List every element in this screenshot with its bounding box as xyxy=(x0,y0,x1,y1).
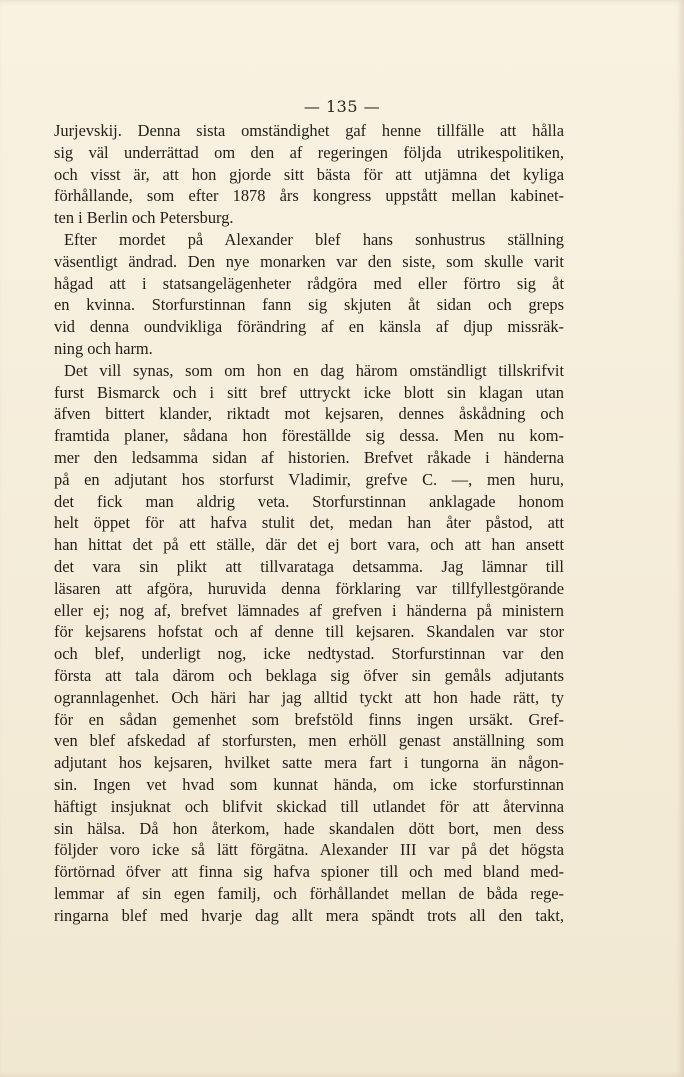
text-line: läsaren att afgöra, huruvida denna förklaring var tillfyllestgörande xyxy=(54,578,564,598)
text-line: ringarna blef med hvarje dag allt mera spändt trots all den takt, xyxy=(54,905,564,925)
text-line: Det vill synas, som om hon en dag härom omständligt tillskrifvit xyxy=(64,360,564,380)
text-line: adjutant hos kejsaren, hvilket satte mera fart i tungorna än någon- xyxy=(54,753,564,773)
text-line: vid denna oundvikliga förändring af en känsla af djup missräk- xyxy=(54,317,564,337)
text-line: häftigt insjuknat och blifvit skickad till utlandet för att återvinna xyxy=(54,796,564,816)
text-line: förhållande, som efter 1878 års kongress uppstått mellan kabinet- xyxy=(54,186,564,206)
text-line: det fick man aldrig veta. Storfurstinnan anklagade honom xyxy=(54,491,564,511)
text-line: ven blef afskedad af storfursten, men erhöll genast anställning som xyxy=(54,731,564,751)
text-line: på en adjutant hos storfurst Vladimir, grefve C. —, men huru, xyxy=(54,469,564,489)
text-line: ogrannlagenhet. Och häri har jag alltid tyckt att hon hade rätt, ty xyxy=(54,687,564,707)
text-line: furst Bismarck och i sitt bref uttryckt icke blott sin klagan utan xyxy=(54,382,564,402)
text-line: äfven bittert klander, riktadt mot kejsaren, dennes åskådning och xyxy=(54,404,564,424)
text-line: Jurjevskij. Denna sista omständighet gaf henne tillfälle att hålla xyxy=(54,121,564,140)
text-line: en kvinna. Storfurstinnan fann sig skjuten åt sidan och greps xyxy=(54,295,564,315)
text-line: och blef, underligt nog, icke nedtystad. Storfurstinnan var den xyxy=(54,644,564,664)
text-line: det vara sin plikt att tillvaratagа detsamma. Jag lämnar till xyxy=(54,556,564,576)
body-text xyxy=(54,120,564,926)
text-line: för kejsarens hofstat och af denne till kejsaren. Skandalen var stor xyxy=(54,622,564,642)
text-line: sig väl underrättad om den af regeringen följda utrikespolitiken, xyxy=(54,142,564,162)
text-line: väsentligt ändrad. Den nye monarken var den siste, som skulle varit xyxy=(54,251,564,271)
text-line: helt öppet för att hafva stulit det, medan han åter påstod, att xyxy=(54,513,564,533)
text-line: framtida planer, sådana hon föreställde sig dessa. Men nu kom- xyxy=(54,426,564,446)
text-line: första att tala därom och beklaga sig öfver sin gemåls adjutants xyxy=(54,665,564,685)
text-line: följder voro icke så lätt förgätna. Alexander III var på det högsta xyxy=(54,840,564,860)
text-line: sin hälsa. Då hon återkom, hade skandalen dött bort, men dess xyxy=(54,818,564,838)
text-line: sin. Ingen vet hvad som kunnat hända, om icke storfurstinnan xyxy=(54,774,564,794)
text-line: lemmar af sin egen familj, och förhållandet mellan de båda rege- xyxy=(54,883,564,903)
text-line: mer den ledsamma sidan af historien. Brefvet råkade i händerna xyxy=(54,447,564,467)
page-number: — 135 — xyxy=(303,97,381,116)
text-line: Efter mordet på Alexander blef hans sonhustrus ställning xyxy=(64,229,564,249)
text-line: för en sådan gemenhet som brefstöld finns ingen ursäkt. Gref- xyxy=(54,709,564,729)
text-line: han hittat det på ett ställe, där det ej bort vara, och att han ansett xyxy=(54,535,564,555)
text-line: ten i Berlin och Petersburg. xyxy=(54,208,234,228)
text-line: förtörnad öfver att finna sig hafva spioner till och med bland med- xyxy=(54,862,564,882)
text-line: ning och harm. xyxy=(54,338,153,358)
text-line: eller ej; nog af, brefvet lämnades af grefven i händerna på ministern xyxy=(54,600,564,620)
text-line: hågad att i statsangelägenheter rådgöra med eller förtro sig åt xyxy=(54,273,564,293)
text-line: och visst är, att hon gjorde sitt bästa för att utjämna det kyliga xyxy=(54,164,564,184)
